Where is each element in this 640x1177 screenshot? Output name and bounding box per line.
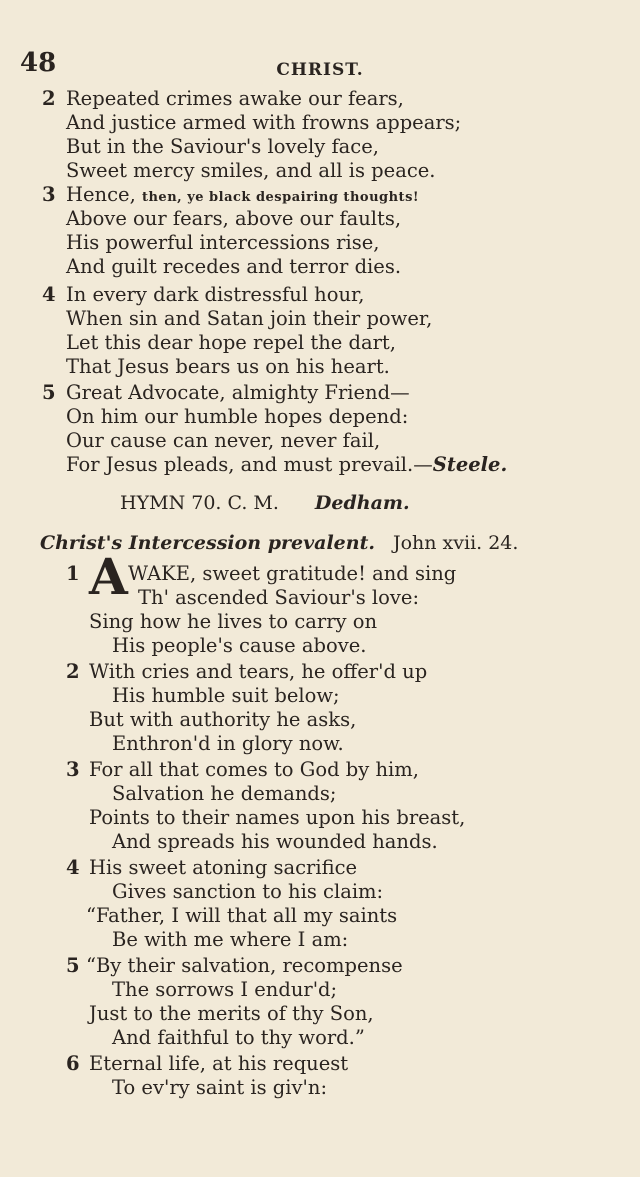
verse-line: Salvation he demands;	[112, 782, 337, 805]
hymn-heading	[120, 492, 410, 514]
stanza-number: 4	[42, 283, 56, 306]
verse-line: Sing how he lives to carry on	[89, 610, 378, 633]
verse-line: That Jesus bears us on his heart.	[66, 355, 390, 378]
verse-line: For all that comes to God by him,	[89, 758, 419, 781]
hymn-number-meter: HYMN 70. C. M.	[120, 492, 279, 514]
verse-line: In every dark distressful hour,	[66, 283, 365, 306]
verse-line: Enthron'd in glory now.	[112, 732, 344, 755]
stanza-number: 2	[42, 87, 56, 110]
verse-line: WAKE, sweet gratitude! and sing	[128, 562, 457, 585]
verse-line: Just to the merits of thy Son,	[89, 1002, 374, 1025]
verse-line: His people's cause above.	[112, 634, 367, 657]
drop-cap: A	[89, 547, 128, 606]
stanza-number: 1	[66, 562, 80, 585]
verse-line: When sin and Satan join their power,	[66, 307, 433, 330]
verse-line: And faithful to thy word.”	[112, 1026, 365, 1049]
verse-line: His humble suit below;	[112, 684, 340, 707]
verse-line: “By their salvation, recompense	[86, 954, 403, 977]
stanza-number: 5	[42, 381, 56, 404]
verse-line	[66, 453, 507, 477]
hymn-theme: Christ's Intercession prevalent.	[40, 532, 375, 554]
verse-line: To ev'ry saint is giv'n:	[112, 1076, 328, 1099]
verse-line: The sorrows I endur'd;	[112, 978, 338, 1001]
verse-line: But in the Saviour's lovely face,	[66, 135, 379, 158]
verse-line: Sweet mercy smiles, and all is peace.	[66, 159, 436, 182]
verse-line: “Father, I will that all my saints	[86, 904, 398, 927]
stanza-number: 2	[66, 660, 80, 683]
stanza-number: 4	[66, 856, 80, 879]
verse-line: With cries and tears, he offer'd up	[89, 660, 428, 683]
verse-line: But with authority he asks,	[89, 708, 357, 731]
stanza-number: 3	[66, 758, 80, 781]
verse-line: And spreads his wounded hands.	[112, 830, 438, 853]
verse-line: Gives sanction to his claim:	[112, 880, 384, 903]
verse-text: For Jesus pleads, and must prevail.—	[66, 453, 433, 476]
verse-line: On him our humble hopes depend:	[66, 405, 409, 428]
verse-first-word: Hence,	[66, 183, 136, 206]
hymn-author: Steele.	[432, 453, 508, 476]
verse-line: Above our fears, above our faults,	[66, 207, 402, 230]
verse-faded-text: then, ye black despairing thoughts!	[141, 190, 420, 205]
verse-line: His powerful intercessions rise,	[66, 231, 380, 254]
page-number: 48	[20, 48, 57, 78]
verse-line: Points to their names upon his breast,	[89, 806, 466, 829]
verse-line: Th' ascended Saviour's love:	[138, 586, 420, 609]
scripture-reference: John xvii. 24.	[392, 532, 519, 554]
verse-line	[66, 183, 419, 210]
verse-line: Eternal life, at his request	[89, 1052, 349, 1075]
verse-line: And guilt recedes and terror dies.	[66, 255, 402, 278]
verse-line: Repeated crimes awake our fears,	[66, 87, 404, 110]
stanza-number: 3	[42, 183, 56, 206]
stanza-number: 6	[66, 1052, 80, 1075]
verse-line: Our cause can never, never fail,	[66, 429, 381, 452]
verse-line: Be with me where I am:	[112, 928, 349, 951]
stanza-number: 5	[66, 954, 80, 977]
running-head: CHRIST.	[276, 60, 364, 80]
verse-line: And justice armed with frowns appears;	[66, 111, 462, 134]
verse-line: Let this dear hope repel the dart,	[66, 331, 396, 354]
verse-line: Great Advocate, almighty Friend—	[66, 381, 410, 404]
hymn-tune: Dedham.	[314, 492, 410, 514]
verse-line: His sweet atoning sacrifice	[89, 856, 358, 879]
